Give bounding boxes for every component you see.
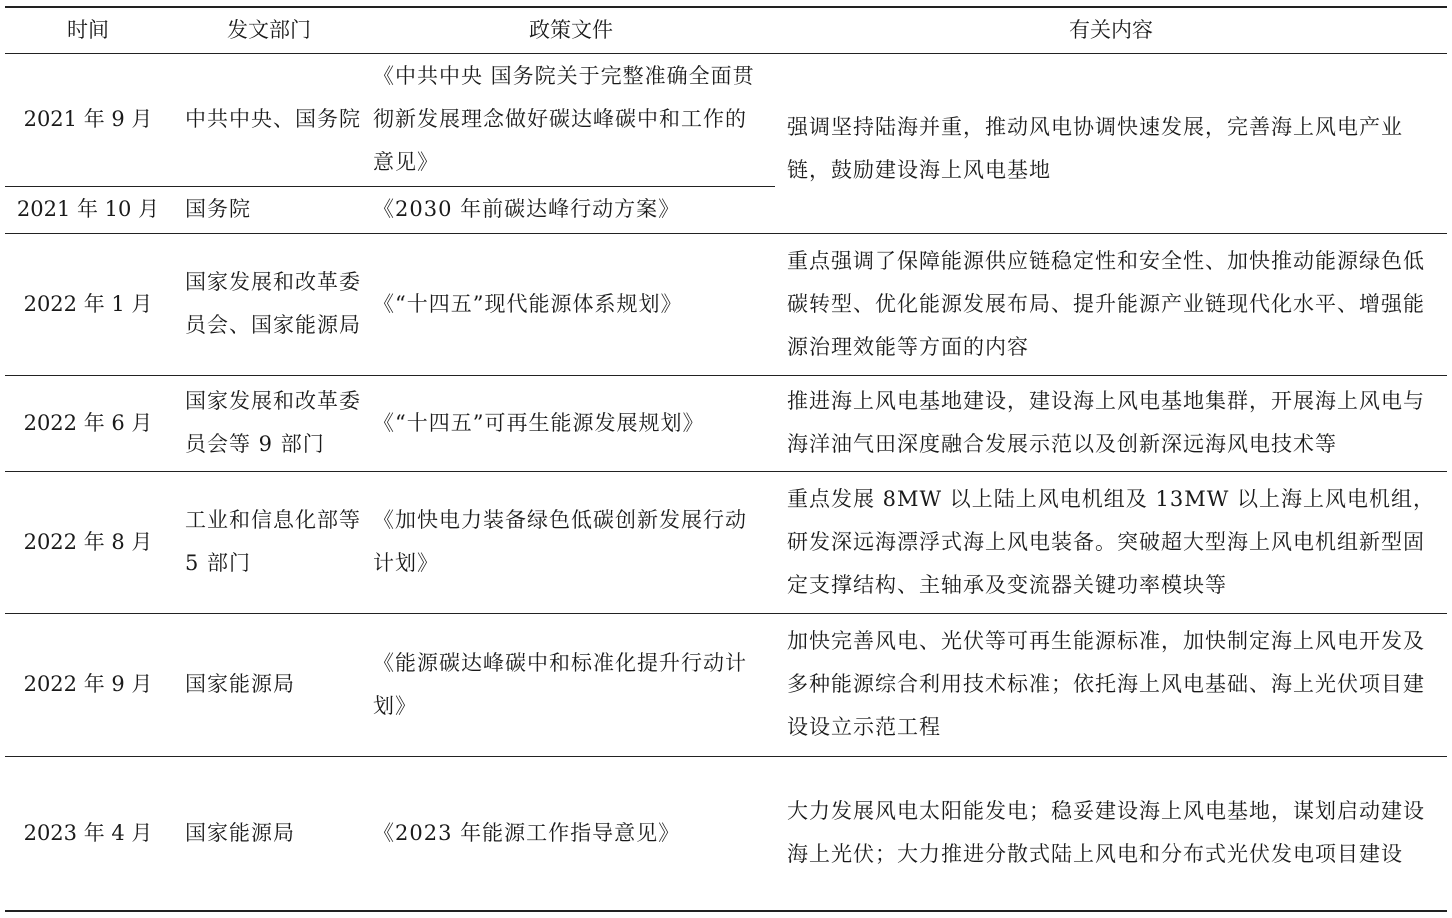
dept-cell: 国家发展和改革委员会等 9 部门 (185, 389, 361, 456)
table-row (5, 375, 1447, 471)
time-cell: 2022 年 9 月 (23, 672, 153, 696)
content-cell: 强调坚持陆海并重，推动风电协调快速发展，完善海上风电产业链，鼓励建设海上风电基地 (787, 114, 1403, 182)
dept-cell: 工业和信息化部等 5 部门 (185, 508, 361, 575)
header-content: 有关内容 (1069, 17, 1153, 42)
time-cell: 2023 年 4 月 (23, 820, 153, 845)
doc-cell: 《“十四五”现代能源体系规划》 (373, 291, 683, 316)
table-row (5, 613, 1447, 756)
doc-cell: 《能源碳达峰碳中和标准化提升行动计划》 (373, 650, 747, 718)
doc-cell: 《2030 年前碳达峰行动方案》 (373, 197, 681, 221)
time-cell: 2022 年 6 月 (23, 410, 153, 435)
time-cell: 2022 年 8 月 (23, 529, 153, 554)
time-cell: 2021 年 9 月 (23, 107, 153, 131)
doc-cell: 《中共中央 国务院关于完整准确全面贯彻新发展理念做好碳达峰碳中和工作的意见》 (373, 64, 755, 174)
table-row (5, 233, 1447, 375)
content-cell: 推进海上风电基地建设，建设海上风电基地集群，开展海上风电与海洋油气田深度融合发展示范以及创新深远海风电技术等 (787, 389, 1425, 456)
dept-cell: 国务院 (185, 197, 251, 221)
content-cell: 加快完善风电、光伏等可再生能源标准，加快制定海上风电开发及多种能源综合利用技术标准；依托海上风电基础、海上光伏项目建设设立示范工程 (787, 629, 1425, 739)
content-cell: 重点强调了保障能源供应链稳定性和安全性、加快推动能源绿色低碳转型、优化能源发展布局、提升能源产业链现代化水平、增强能源治理效能等方面的内容 (787, 248, 1425, 359)
header-dept: 发文部门 (227, 17, 311, 42)
table-row (5, 471, 1447, 613)
time-cell: 2022 年 1 月 (23, 291, 153, 316)
dept-cell: 国家能源局 (185, 672, 295, 696)
table-row (5, 53, 1447, 186)
time-cell: 2021 年 10 月 (16, 197, 160, 221)
content-cell: 重点发展 8MW 以上陆上风电机组及 13MW 以上海上风电机组，研发深远海漂浮式海上风电装备。突破超大型海上风电机组新型固定支撑结构、主轴承及变流器关键功率模块等 (787, 486, 1435, 597)
dept-cell: 国家能源局 (185, 820, 295, 845)
doc-cell: 《2023 年能源工作指导意见》 (373, 820, 681, 845)
table-header-row (5, 7, 1447, 53)
dept-cell: 中共中央、国务院 (185, 107, 361, 131)
dept-cell: 国家发展和改革委员会、国家能源局 (185, 270, 361, 337)
header-doc: 政策文件 (529, 17, 613, 42)
policy-table (5, 6, 1447, 912)
content-cell: 大力发展风电太阳能发电；稳妥建设海上风电基地，谋划启动建设海上光伏；大力推进分散式陆上风电和分布式光伏发电项目建设 (787, 799, 1425, 867)
table-row (5, 756, 1447, 911)
doc-cell: 《加快电力装备绿色低碳创新发展行动计划》 (373, 508, 747, 575)
header-time: 时间 (67, 17, 109, 42)
doc-cell: 《“十四五”可再生能源发展规划》 (373, 410, 705, 435)
